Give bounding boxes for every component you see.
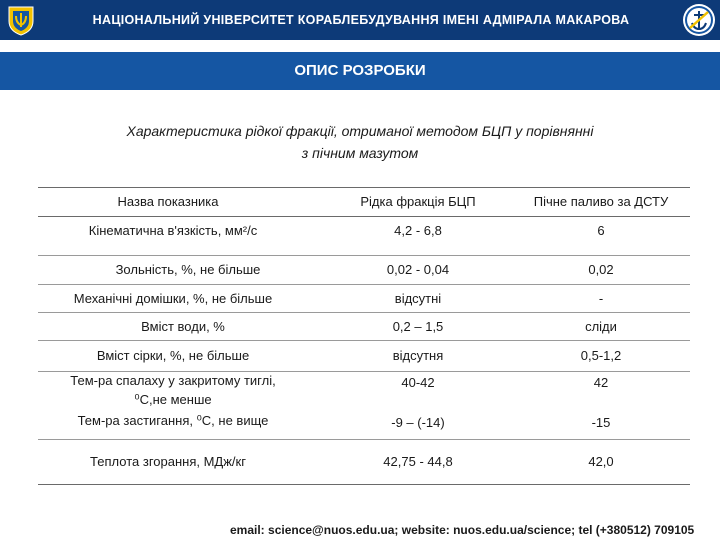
- row-dstu-value: 42: [593, 375, 609, 390]
- row-name-line-1: Тем-ра спалаху у закритому тиглі,: [70, 372, 276, 388]
- row-bcp-value: 4,2 - 6,8: [394, 223, 442, 238]
- row-bcp-value: 0,02 - 0,04: [386, 262, 450, 277]
- row-dstu-value: 0,5-1,2: [580, 348, 622, 363]
- table-bottom-border: [38, 484, 690, 485]
- caption-line-1: Характеристика рідкої фракції, отриманої методом БЦП у порівнянні: [126, 123, 594, 139]
- row-dstu-value: 0,02: [588, 262, 614, 277]
- table-caption: [60, 120, 660, 164]
- row-bcp-value: 0,2 – 1,5: [392, 318, 444, 334]
- row-bcp-value: -9 – (-14): [391, 415, 445, 430]
- row-name: [38, 372, 308, 408]
- row-dstu-value: 42,0: [588, 454, 614, 469]
- row-dstu-value: 6: [597, 223, 605, 238]
- section-title: ОПИС РОЗРОБКИ: [294, 62, 426, 79]
- row-bcp-value: відсутня: [392, 348, 444, 363]
- section-band: [0, 52, 720, 90]
- caption-line-2: з пічним мазутом: [301, 145, 419, 161]
- row-bcp-value: 42,75 - 44,8: [383, 454, 453, 469]
- row-dstu-value: -15: [591, 415, 611, 430]
- row-name: Теплота згорання, МДж/кг: [90, 454, 246, 469]
- row-name: Зольність, %, не більше: [115, 262, 261, 277]
- column-header-dstu: Пічне паливо за ДСТУ: [533, 193, 669, 209]
- properties-table: [38, 187, 690, 485]
- row-name: Механічні домішки, %, не більше: [73, 290, 273, 306]
- column-header-name: Назва показника: [117, 193, 219, 209]
- row-name-line-2: ⁰С,не менше: [134, 391, 212, 407]
- top-header: [0, 0, 720, 40]
- row-name: Кінематична в'язкість, мм²/с: [88, 223, 258, 238]
- row-bcp-value: відсутні: [394, 290, 442, 306]
- row-name: Тем-ра застигання, ⁰С, не вище: [77, 413, 269, 428]
- row-bcp-value: 40-42: [401, 375, 435, 390]
- university-name: НАЦІОНАЛЬНИЙ УНІВЕРСИТЕТ КОРАБЛЕБУДУВАННЯ ІМЕНІ АДМІРАЛА МАКАРОВА: [92, 13, 630, 27]
- university-crest-icon: [4, 3, 38, 37]
- row-dstu-value: -: [598, 290, 604, 306]
- row-name: Вміст сірки, %, не більше: [96, 348, 250, 363]
- row-name: Вміст води, %: [141, 318, 225, 334]
- anchor-emblem-icon: [682, 3, 716, 37]
- contact-footer: email: science@nuos.edu.ua; website: nuos.edu.ua/science; tel (+380512) 709105: [230, 523, 695, 537]
- row-dstu-value: сліди: [585, 318, 617, 334]
- column-header-bcp: Рідка фракція БЦП: [360, 193, 476, 209]
